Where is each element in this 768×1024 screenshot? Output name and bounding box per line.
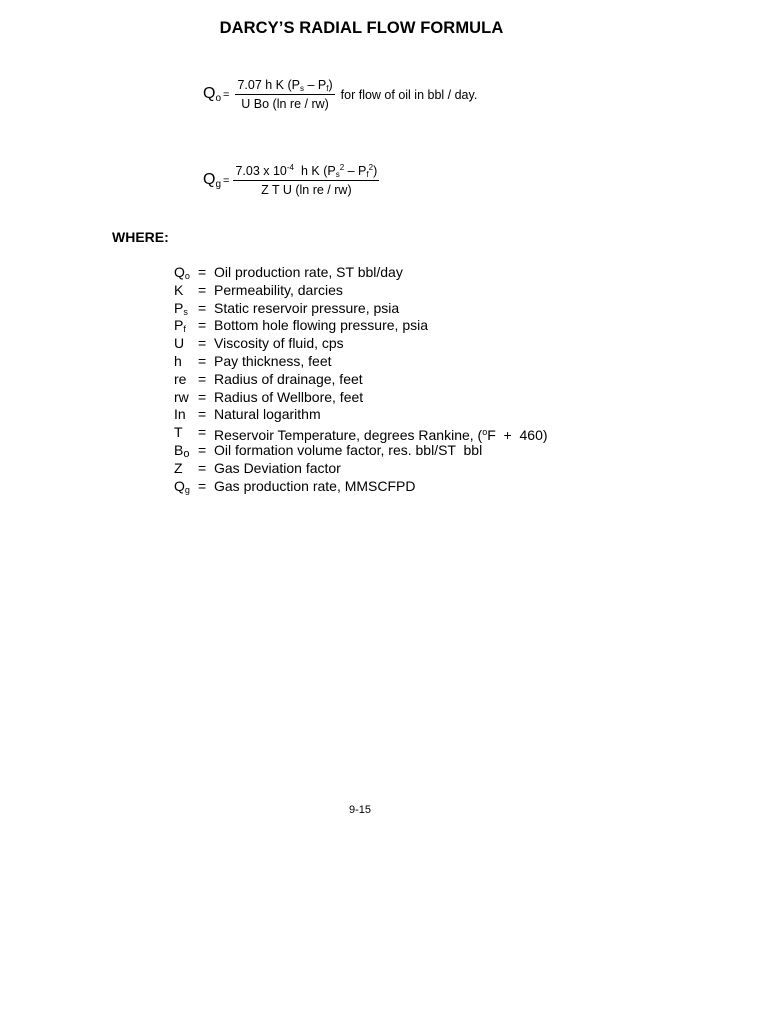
definition-symbol <box>174 371 198 389</box>
oil-num-prefix: 7.07 h K (P <box>237 78 300 92</box>
symbol-subscript: s <box>183 306 188 317</box>
gas-formula-lhs <box>203 171 229 190</box>
definition-description <box>214 406 321 424</box>
definition-description <box>214 335 344 353</box>
definition-row <box>174 335 548 353</box>
definition-description <box>214 478 416 496</box>
description-text-after: F + 460) <box>487 427 548 444</box>
definition-symbol <box>174 300 198 318</box>
gas-formula-fraction <box>233 163 379 197</box>
oil-formula-fraction <box>235 78 334 111</box>
description-text: Oil formation volume factor, res. bbl/ST bbl <box>214 441 483 458</box>
description-text: Reservoir Temperature, degrees Rankine, ( <box>214 427 483 444</box>
definition-row <box>174 424 548 442</box>
gas-num-suffix: ) <box>373 164 378 178</box>
page-title: DARCY’S RADIAL FLOW FORMULA <box>219 19 504 37</box>
definition-row <box>174 282 548 300</box>
gas-formula-subscript: g <box>215 178 222 190</box>
definition-description <box>214 389 363 407</box>
definition-equals: = <box>198 370 207 387</box>
definition-equals: = <box>198 459 207 476</box>
gas-formula-numerator <box>233 163 379 181</box>
symbol-base: Z <box>174 459 183 476</box>
where-label: WHERE: <box>112 229 169 245</box>
definition-equals: = <box>198 299 207 316</box>
oil-formula-lhs <box>203 85 229 104</box>
symbol-base: h <box>174 352 182 369</box>
definition-description <box>214 300 399 318</box>
gas-num-sub-s: s <box>335 170 340 179</box>
symbol-base: re <box>174 370 187 387</box>
definition-symbol <box>174 264 198 282</box>
definition-description <box>214 371 363 389</box>
definition-row <box>174 442 548 460</box>
definition-symbol <box>174 424 198 442</box>
degree-superscript: o <box>482 427 488 438</box>
definition-equals: = <box>198 477 207 494</box>
gas-num-prefix: 7.03 x 10 <box>235 164 287 178</box>
definition-equals: = <box>198 406 207 423</box>
symbol-base: rw <box>174 388 189 405</box>
oil-num-sub-s: s <box>300 84 304 93</box>
definition-symbol <box>174 353 198 371</box>
description-text: Bottom hole flowing pressure, psia <box>214 317 428 334</box>
description-text: Radius of Wellbore, feet <box>214 388 364 405</box>
oil-flow-formula <box>203 78 477 111</box>
definition-equals: = <box>198 281 207 298</box>
definition-row <box>174 406 548 424</box>
definitions-list <box>174 264 548 495</box>
description-text: Gas production rate, MMSCFPD <box>214 477 416 494</box>
symbol-base: Q <box>174 477 185 494</box>
description-text: Natural logarithm <box>214 406 321 423</box>
definition-row <box>174 317 548 335</box>
description-text: Gas Deviation factor <box>214 459 341 476</box>
definition-equals: = <box>198 352 207 369</box>
definition-symbol <box>174 478 198 496</box>
oil-formula-equals: = <box>223 89 230 101</box>
definition-row <box>174 264 548 282</box>
definition-description <box>214 460 341 478</box>
definition-row <box>174 371 548 389</box>
symbol-base: P <box>174 299 184 316</box>
definition-symbol <box>174 460 198 478</box>
oil-num-suffix: ) <box>328 78 333 92</box>
oil-formula-numerator <box>235 78 334 95</box>
definition-equals: = <box>198 264 207 280</box>
definition-symbol <box>174 389 198 407</box>
oil-formula-denominator: U Bo (ln re / rw) <box>241 97 329 111</box>
description-text: Oil production rate, ST bbl/day <box>214 264 403 280</box>
gas-formula-equals: = <box>223 174 230 187</box>
gas-num-mid2: – P <box>344 164 367 178</box>
description-text: Permeability, darcies <box>214 281 343 298</box>
definition-symbol <box>174 406 198 424</box>
gas-flow-formula <box>203 163 379 197</box>
description-text: Radius of drainage, feet <box>214 370 363 387</box>
symbol-base: K <box>174 281 184 298</box>
definition-row <box>174 460 548 478</box>
definition-symbol <box>174 317 198 335</box>
definition-symbol <box>174 335 198 353</box>
page-number: 9-15 <box>349 804 372 816</box>
symbol-subscript: o <box>183 447 190 460</box>
symbol-base: Q <box>174 264 185 280</box>
gas-formula-denominator: Z T U (ln re / rw) <box>261 183 352 197</box>
symbol-subscript: g <box>184 484 190 495</box>
symbol-base: P <box>174 317 184 334</box>
definition-description <box>214 424 548 442</box>
symbol-base: In <box>174 406 186 423</box>
symbol-subscript: f <box>183 324 186 335</box>
definition-equals: = <box>198 388 207 405</box>
gas-num-sup-s: 2 <box>339 163 345 172</box>
gas-num-mid1: h K (P <box>294 164 336 178</box>
gas-num-exponent: -4 <box>286 163 295 172</box>
definition-description <box>214 282 343 300</box>
definition-row <box>174 300 548 318</box>
definition-row <box>174 389 548 407</box>
oil-num-mid: – P <box>304 78 327 92</box>
oil-formula-symbol: Q <box>203 85 216 102</box>
definition-description <box>214 264 403 282</box>
definition-symbol <box>174 442 198 460</box>
definition-equals: = <box>198 317 207 334</box>
definition-equals: = <box>198 424 207 441</box>
symbol-base: T <box>174 424 183 441</box>
definition-symbol <box>174 282 198 300</box>
symbol-subscript: o <box>184 271 190 281</box>
description-text: Viscosity of fluid, cps <box>214 335 344 352</box>
definition-equals: = <box>198 335 207 352</box>
definition-description <box>214 317 428 335</box>
symbol-base: U <box>174 335 185 352</box>
oil-num-sub-f: f <box>326 84 329 93</box>
definition-row <box>174 478 548 496</box>
symbol-base: B <box>174 441 184 458</box>
gas-num-sub-f: f <box>366 170 369 179</box>
oil-formula-subscript: o <box>215 93 222 104</box>
gas-formula-symbol: Q <box>203 170 216 188</box>
definition-description <box>214 442 482 460</box>
description-text: Pay thickness, feet <box>214 352 332 369</box>
description-text: Static reservoir pressure, psia <box>214 299 400 316</box>
definition-row <box>174 353 548 371</box>
definition-description <box>214 353 332 371</box>
oil-formula-note: for flow of oil in bbl / day. <box>340 87 478 102</box>
gas-num-sup-f: 2 <box>368 163 374 172</box>
definition-equals: = <box>198 441 207 458</box>
